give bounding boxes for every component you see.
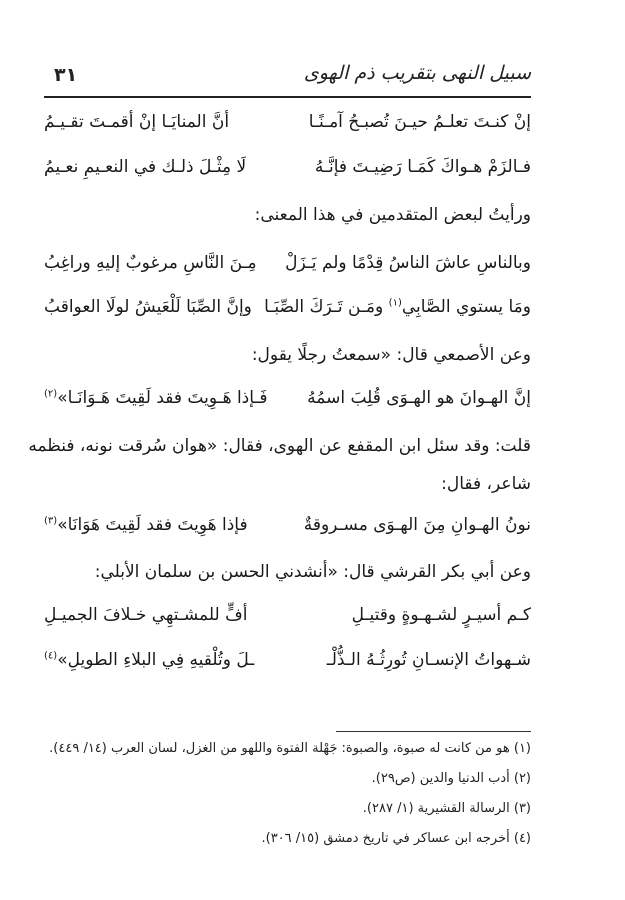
hemistich-text: فإذا هَوِيتَ فقد لَقِيتَ هَوَانَا» [57,515,248,535]
footnote-reference: (٣) [44,515,58,527]
hemistich-text: فَـإذا هَـوِيتَ فقد لَقِيتَ هَـوَانَـا» [57,388,268,408]
footnote-reference: (٤) [44,650,58,662]
page-header [44,62,531,96]
verse-line-2 [44,157,531,187]
verse-line-8 [44,650,531,680]
footnote-2: (٢) أدب الدنيا والدين (ص٢٩). [371,771,531,786]
verse-hemistich-second: لَا مِثْـلَ ذلـك في النعـيمِ نعـيمُ [44,157,247,177]
header-rule [44,96,531,98]
verse-hemistich-second [44,515,248,535]
page-number: ٣١ [54,64,78,86]
verse-hemistich-second [44,650,254,670]
verse-hemistich-first: إنَّ الهـوانَ هو الهـوَى قُلِبَ اسمُهُ [307,388,531,408]
footnote-reference: (١) [388,297,402,309]
verse-hemistich-second: أفٍّ للمشـتهِي خـلافَ الجميـلِ [44,605,248,625]
verse-line-1 [44,112,531,142]
verse-hemistich-first: فـالزَمْ هـواكَ كَمَـا رَضِيـتَ فإنَّـهُ [314,157,531,177]
verse-hemistich-first: إنْ كنـتَ تعلـمُ حيـنَ تُصبـحُ آمـنًـا [308,112,531,132]
footnote-1: (١) هو من كانت له صبوة، والصبوة: جَهْلة الفتوة واللهو من الغزل، لسان العرب (١٤/ ٤٤٩). [49,741,531,756]
footnote-4: (٤) أخرجه ابن عساكر في تاريخ دمشق (١٥/ ٣٠٦). [261,831,531,846]
verse-hemistich-first: شـهواتُ الإنسـانِ تُورِثُـهُ الـذُّلْـ [326,650,531,670]
prose-line: وعن الأصمعي قال: «سمعتُ رجلًا يقول: [251,345,531,365]
verse-line-4 [44,297,531,327]
hemistich-text: ـلَ وتُلْقيهِ فِي البلاءِ الطويلِ» [57,650,255,670]
verse-line-3 [44,253,531,283]
footnote-reference: (٢) [44,388,58,400]
verse-line-5 [44,388,531,418]
prose-line: شاعر، فقال: [441,474,531,494]
verse-hemistich-second: مِـنَ النَّاسِ مرغوبٌ إليهِ وراغِبُ [44,253,257,273]
verse-line-7 [44,605,531,635]
hemistich-text-tail: ومَـن تَـرَكَ الصِّبَـا [264,297,389,317]
running-title: سبيل النهى بتقريب ذم الهوى [303,62,531,84]
prose-line: قلت: وقد سئل ابن المقفع عن الهوى، فقال: «هوان سُرقت نونه، فنظمه [28,436,531,456]
footnote-3: (٣) الرسالة القشيرية (١/ ٢٨٧). [362,801,531,816]
hemistich-text: ومَا يستوي الصَّابِي [401,297,531,317]
verse-line-6 [44,515,531,545]
verse-hemistich-first [264,297,531,317]
verse-hemistich-first: نونُ الهـوانِ مِنَ الهـوَى مسـروقةٌ [303,515,531,535]
verse-hemistich-second [44,388,268,408]
prose-line: وعن أبي بكر القرشي قال: «أنشدني الحسن بن سلمان الأبلي: [94,562,531,582]
verse-hemistich-first: كـم أسيـرٍ لشـهـوةٍ وقتيـلِ [351,605,531,625]
prose-line: ورأيتُ لبعض المتقدمين في هذا المعنى: [254,205,531,225]
verse-hemistich-second: أنَّ المنايَـا إنْ أقمـتَ تقـيـمُ [44,112,230,132]
footnote-separator [336,731,531,732]
verse-hemistich-first: وبالناسِ عاشَ الناسُ قِدْمًا ولم يَـزَلْ [285,253,531,273]
verse-hemistich-second: وإنَّ الصِّبَا لَلْعَيشُ لولَا العواقبُ [44,297,252,317]
